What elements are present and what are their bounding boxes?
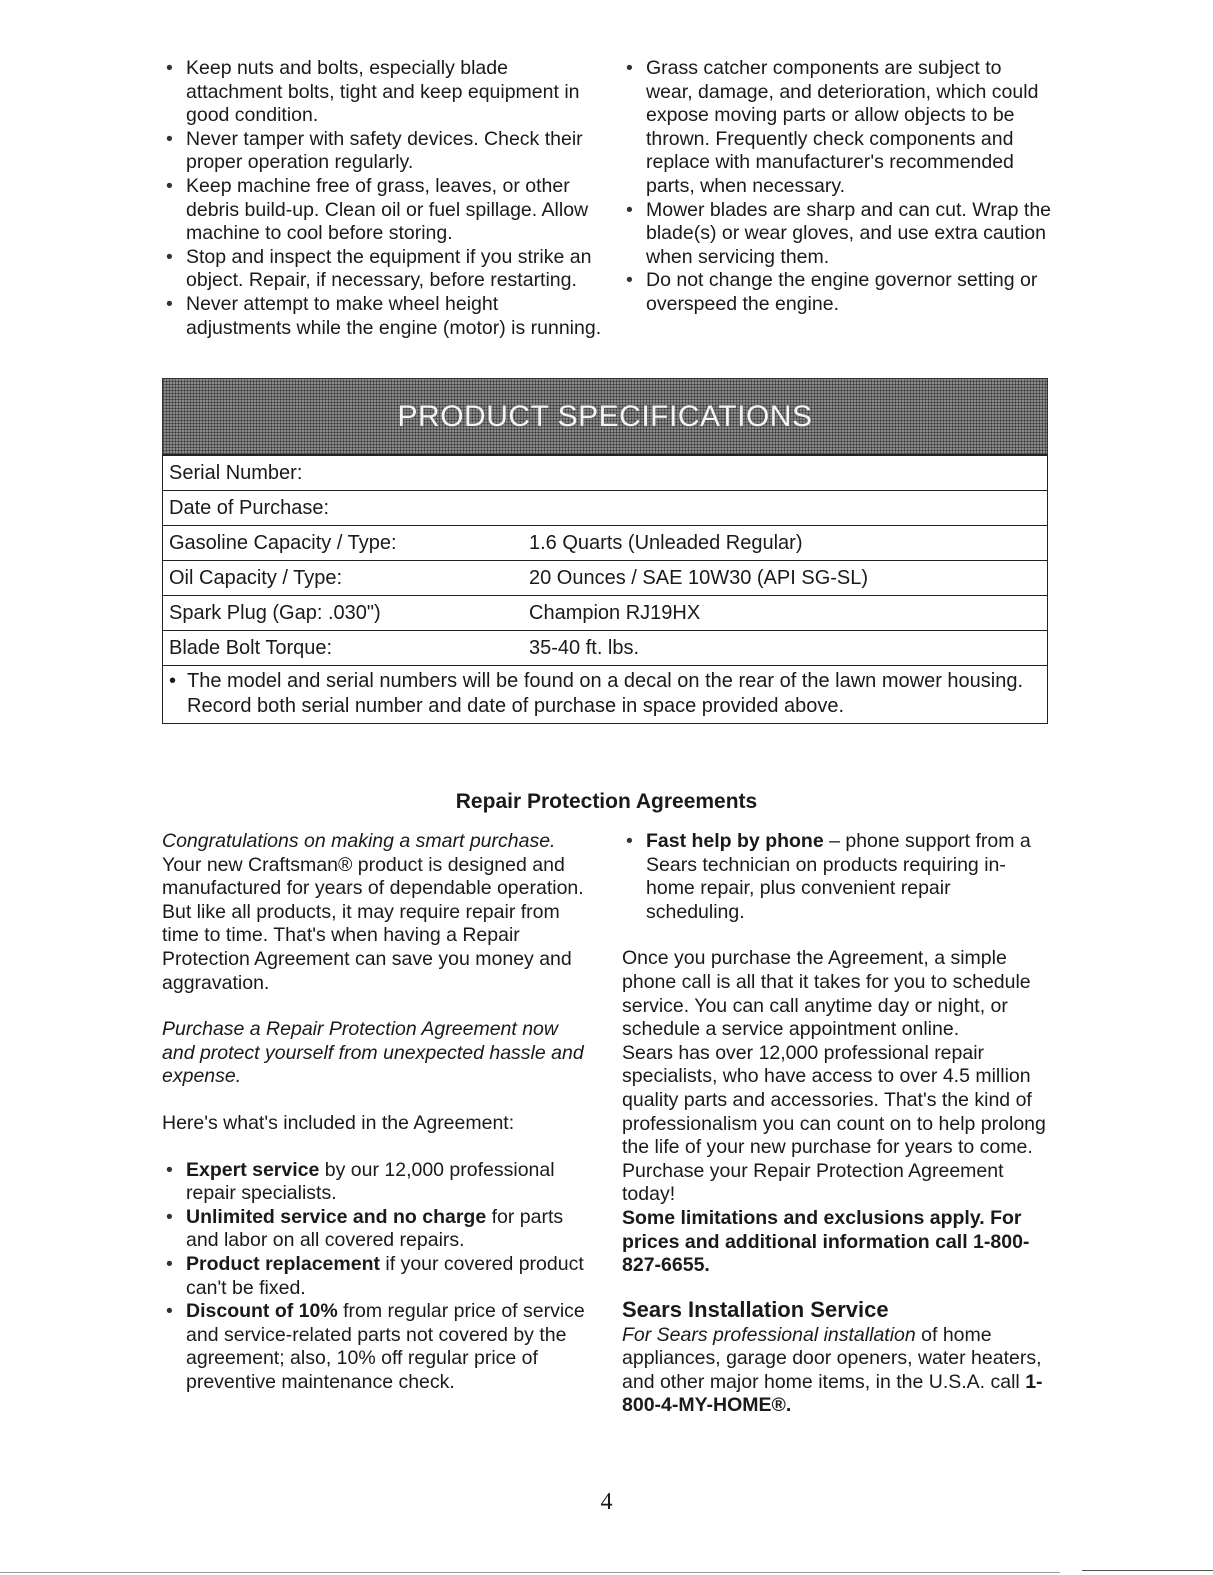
spec-table — [162, 456, 1048, 666]
safety-item: • Never attempt to make wheel height adjustments while the engine (motor) is running. — [162, 293, 602, 340]
rpa-benefits-continued — [622, 830, 1052, 924]
spec-row — [163, 526, 1048, 561]
rpa-limitations — [622, 1207, 1052, 1278]
benefit-title: Unlimited service and no charge — [186, 1205, 487, 1228]
benefit-title: Expert service — [186, 1158, 320, 1181]
rpa-left-column — [162, 830, 592, 1394]
benefit-item — [622, 830, 1052, 924]
spec-value: 1.6 Quarts (Unleaded Regular) — [523, 526, 1048, 561]
benefit-item — [162, 1159, 592, 1206]
benefit-item — [162, 1300, 592, 1394]
rpa-included-label: Here's what's included in the Agreement: — [162, 1111, 515, 1134]
spec-label: Gasoline Capacity / Type: — [163, 526, 524, 561]
spec-value — [523, 491, 1048, 526]
safety-item: • Keep nuts and bolts, especially blade attachment bolts, tight and keep equipment in good condition. — [162, 57, 602, 128]
safety-item: • Keep machine free of grass, leaves, or other debris build-up. Clean oil or fuel spillage. Allow machine to cool before storing. — [162, 175, 602, 246]
spec-value: Champion RJ19HX — [523, 596, 1048, 631]
rpa-once-text: Once you purchase the Agreement, a simple phone call is all that it takes for you to schedule service. You can call anytime day or night, or schedule a service appointment online. — [622, 947, 1031, 1041]
benefit-text: – phone support from a Sears technician on products requiring in-home repair, plus convenient repair scheduling. — [646, 830, 1031, 923]
spec-title: PRODUCT SPECIFICATIONS — [397, 399, 813, 433]
benefit-item — [162, 1206, 592, 1253]
safety-item: • Stop and inspect the equipment if you strike an object. Repair, if necessary, before restarting. — [162, 246, 602, 293]
spec-label: Spark Plug (Gap: .030") — [163, 596, 524, 631]
spec-value: 35-40 ft. lbs. — [523, 631, 1048, 666]
spec-label: Date of Purchase: — [163, 491, 524, 526]
installation-text — [622, 1324, 1052, 1418]
spec-row — [163, 456, 1048, 491]
rpa-intro-italic: Congratulations on making a smart purchase. — [162, 830, 556, 852]
benefit-title: Fast help by phone — [646, 830, 824, 852]
product-specifications — [162, 378, 1048, 724]
rpa-benefits — [162, 1159, 592, 1395]
spec-label: Blade Bolt Torque: — [163, 631, 524, 666]
safety-item: • Grass catcher components are subject to wear, damage, and deterioration, which could expose moving parts or allow objects to be thrown. Frequently check components and replace with manufacturer's recommended parts, when necessary. — [622, 57, 1052, 199]
rpa-heading: Repair Protection Agreements — [455, 790, 758, 813]
benefit-text: by our 12,000 professional repair specialists. — [186, 1158, 555, 1205]
spec-row — [163, 561, 1048, 596]
spec-value: 20 Ounces / SAE 10W30 (API SG-SL) — [523, 561, 1048, 596]
scan-edge-line — [1082, 1570, 1213, 1571]
installation-italic: For Sears professional installation — [622, 1323, 916, 1346]
rpa-intro — [162, 830, 592, 995]
installation-heading: Sears Installation Service — [622, 1296, 889, 1322]
rpa-sears-text: Sears has over 12,000 professional repair specialists, who have access to over 4.5 million quality parts and accessories. That's the kind of professionalism you can count on to help prolong the life of your new purchase for years to come. Purchase your Repair Protection Agreement today! — [622, 1041, 1046, 1206]
benefit-item — [162, 1253, 592, 1300]
scan-edge-line — [0, 1572, 1060, 1573]
installation-body: of home appliances, garage door openers, water heaters, and other major home items, in the U.S.A. call — [622, 1323, 1042, 1393]
spec-row — [163, 631, 1048, 666]
rpa-limitations-text: Some limitations and exclusions apply. For prices and additional information call 1-800-827-6655. — [622, 1206, 1030, 1277]
spec-label: Serial Number: — [163, 456, 524, 491]
safety-item: • Mower blades are sharp and can cut. Wrap the blade(s) or wear gloves, and use extra caution when servicing them. — [622, 199, 1052, 270]
benefit-text: from regular price of service and service-related parts not covered by the agreement; also, 10% off regular price of preventive maintenance check. — [186, 1300, 585, 1393]
rpa-right-column — [622, 830, 1052, 1418]
safety-list-right — [622, 57, 1052, 317]
spec-label: Oil Capacity / Type: — [163, 561, 524, 596]
spec-row — [163, 596, 1048, 631]
safety-item: • Never tamper with safety devices. Check their proper operation regularly. — [162, 128, 602, 175]
installation-phone: 1-800-4-MY-HOME®. — [622, 1370, 1043, 1417]
spec-value — [523, 456, 1048, 491]
benefit-text: for parts and labor on all covered repairs. — [186, 1205, 564, 1252]
benefit-text: if your covered product can't be fixed. — [186, 1252, 584, 1299]
safety-list-left — [162, 57, 602, 340]
spec-row — [163, 491, 1048, 526]
spec-banner — [162, 378, 1048, 456]
benefit-title: Product replacement — [186, 1252, 380, 1275]
spec-note: • The model and serial numbers will be found on a decal on the rear of the lawn mower housing. Record both serial number and date of purchase in space provided above. — [162, 666, 1048, 724]
safety-item: • Do not change the engine governor setting or overspeed the engine. — [622, 269, 1052, 316]
benefit-title: Discount of 10% — [186, 1300, 338, 1323]
rpa-intro-text: Your new Craftsman® product is designed and manufactured for years of dependable operation. But like all products, it may require repair from time to time. That's when having a Repair Protection Agreement can save you money and aggravation. — [162, 853, 584, 994]
page-number: 4 — [600, 1489, 613, 1515]
rpa-purchase-note: Purchase a Repair Protection Agreement now and protect yourself from unexpected hassle and expense. — [162, 1018, 584, 1088]
